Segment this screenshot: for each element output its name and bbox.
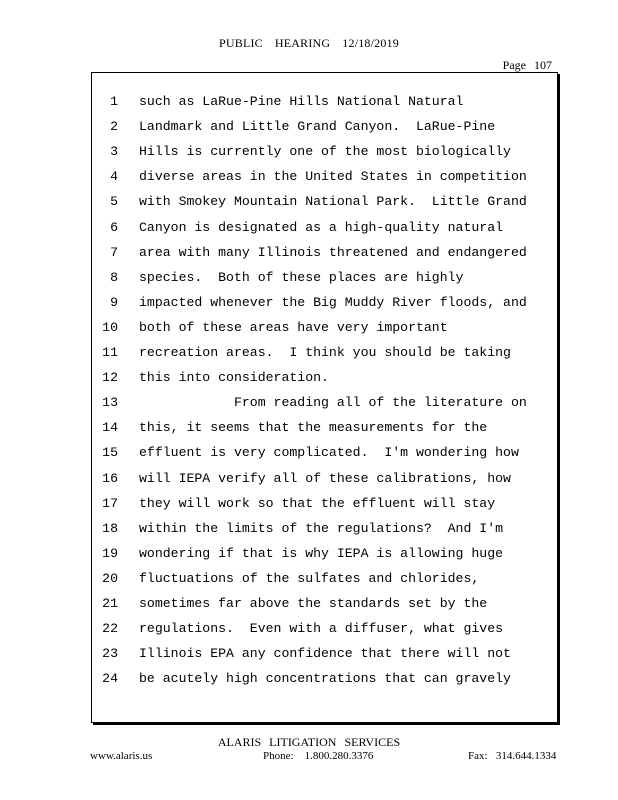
footer-fax-label: Fax: <box>468 750 488 762</box>
footer-phone-number: 1.800.280.3376 <box>304 750 374 762</box>
line-number: 3 <box>110 144 118 160</box>
line-number: 14 <box>102 420 118 436</box>
footer-phone-label: Phone: <box>263 750 294 762</box>
line-number: 21 <box>102 596 118 611</box>
line-text: with Smokey Mountain National Park. Little Grand <box>139 194 527 210</box>
footer-company-1: ALARIS <box>217 735 262 749</box>
line-number: 7 <box>110 244 118 260</box>
line-text: From reading all of the literature on <box>139 395 527 411</box>
line-number: 11 <box>102 345 118 360</box>
line-text: impacted whenever the Big Muddy River floods, and <box>139 294 527 310</box>
line-text: fluctuations of the sulfates and chlorides, <box>139 570 480 586</box>
line-number: 16 <box>102 470 118 486</box>
page-number-label <box>495 58 552 73</box>
line-text: this into consideration. <box>139 370 329 386</box>
header-title-left: PUBLIC <box>219 36 263 50</box>
footer-fax-number: 314.644.1334 <box>495 750 557 762</box>
header-title-mid: HEARING <box>274 36 331 50</box>
footer-company <box>0 735 618 750</box>
header-date: 12/18/2019 <box>342 36 399 50</box>
line-text: be acutely high concentrations that can gravely <box>139 671 511 687</box>
line-text: both of these areas have very important <box>139 319 448 335</box>
line-text: wondering if that is why IEPA is allowing huge <box>139 545 504 561</box>
line-number: 9 <box>110 294 118 310</box>
line-number: 12 <box>102 370 118 386</box>
line-text: area with many Illinois threatened and endangered <box>139 244 527 260</box>
line-number: 23 <box>102 646 118 662</box>
line-text: diverse areas in the United States in competition <box>139 169 527 185</box>
line-number: 6 <box>110 219 118 235</box>
line-text: they will work so that the effluent will stay <box>139 495 496 511</box>
page-number: 107 <box>534 58 552 72</box>
footer-fax <box>468 750 556 762</box>
line-text: such as LaRue-Pine Hills National Natural <box>139 94 464 109</box>
footer-phone <box>263 750 373 762</box>
footer-company-2: LITIGATION <box>269 735 337 749</box>
line-text: species. Both of these places are highly <box>139 269 464 285</box>
line-number: 24 <box>102 671 118 687</box>
line-number: 22 <box>102 621 118 637</box>
line-text: Canyon is designated as a high-quality natural <box>139 219 504 235</box>
line-number: 20 <box>102 570 118 586</box>
line-number: 1 <box>110 94 118 109</box>
line-text: sometimes far above the standards set by the <box>139 596 488 611</box>
footer-website[interactable]: www.alaris.us <box>90 750 153 762</box>
line-number: 8 <box>110 269 118 285</box>
line-text: Hills is currently one of the most biologically <box>139 144 511 160</box>
line-text: effluent is very complicated. I'm wondering how <box>139 445 519 461</box>
line-text: within the limits of the regulations? And I'm <box>139 520 504 536</box>
line-number: 2 <box>110 119 118 135</box>
line-text: regulations. Even with a diffuser, what gives <box>139 621 504 637</box>
line-text: recreation areas. I think you should be taking <box>139 345 511 360</box>
line-number: 5 <box>110 194 118 210</box>
line-number: 10 <box>102 319 118 335</box>
line-text: Landmark and Little Grand Canyon. LaRue-Pine <box>139 119 496 135</box>
line-text: this, it seems that the measurements for the <box>139 420 488 436</box>
line-text: will IEPA verify all of these calibrations, how <box>139 470 511 486</box>
page-label-text: Page <box>502 58 526 72</box>
transcript-header <box>0 36 618 51</box>
line-number: 18 <box>102 520 118 536</box>
line-number: 19 <box>102 545 118 561</box>
line-number: 15 <box>102 445 118 461</box>
line-text: Illinois EPA any confidence that there will not <box>139 646 511 662</box>
line-number: 13 <box>102 395 118 411</box>
line-number: 4 <box>110 169 118 185</box>
line-number: 17 <box>102 495 118 511</box>
footer-company-3: SERVICES <box>344 735 401 749</box>
